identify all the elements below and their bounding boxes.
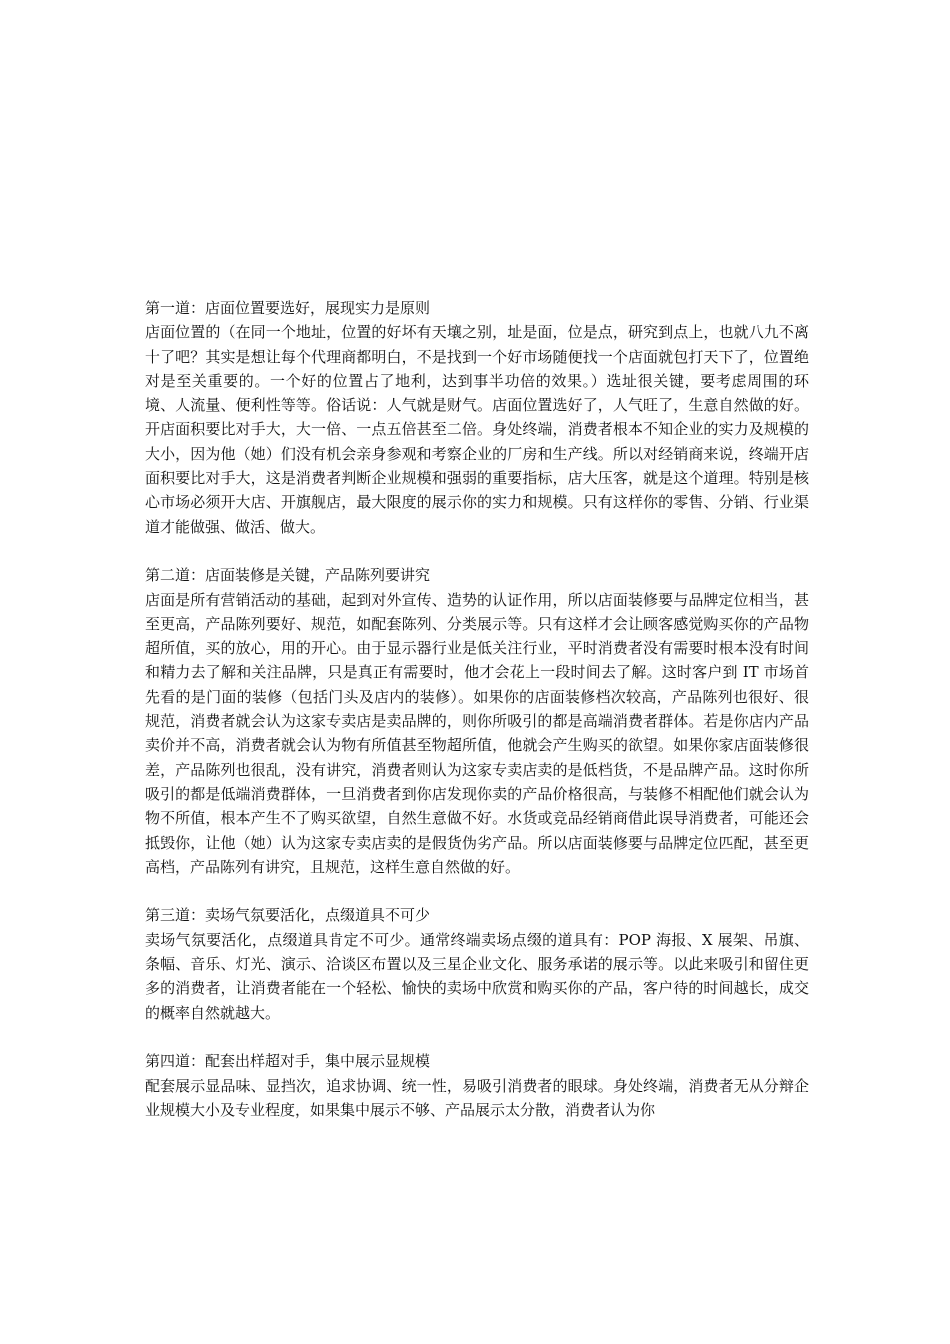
section-paragraph: 配套展示显品味、显挡次，追求协调、统一性，易吸引消费者的眼球。身处终端，消费者无从分辩企业规模大小及专业程度，如果集中展示不够、产品展示太分散，消费者认为你 bbox=[145, 1076, 809, 1119]
section-heading: 第一道：店面位置要选好，展现实力是原则 bbox=[145, 299, 431, 317]
section-heading: 第三道：卖场气氛要活化，点缀道具不可少 bbox=[145, 906, 431, 925]
section-heading: 第二道：店面装修是关键，产品陈列要讲究 bbox=[145, 566, 431, 585]
section-1 bbox=[145, 296, 809, 539]
section-heading: 第四道：配套出样超对手，集中展示显规模 bbox=[145, 1052, 431, 1071]
section-paragraph: 店面位置的（在同一个地址，位置的好坏有天壤之别，址是面，位是点，研究到点上，也就八九不离十了吧？其实是想让每个代理商都明白，不是找到一个好市场随便找一个店面就包打天下了，位置绝对是至关重要的。一个好的位置占了地利，达到事半功倍的效果。）选址很关键，要考虑周围的环境、人流量、便利性等等。俗话说：人气就是财气。店面位置选好了，人气旺了，生意自然做的好。开店面积要比对手大，大一倍、一点五倍甚至二倍。身处终端，消费者根本不知企业的实力及规模的大小，因为他（她）们没有机会亲身参观和考察企业的厂房和生产线。所以对经销商来说，终端开店面积要比对手大，这是消费者判断企业规模和强弱的重要指标，店大压客，就是这个道理。特别是核心市场必须开大店、开旗舰店，最大限度的展示你的实力和规模。只有这样你的零售、分销、行业渠道才能做强、做活、做大。 bbox=[145, 323, 809, 536]
section-4 bbox=[145, 1049, 809, 1122]
section-3 bbox=[145, 903, 809, 1024]
section-paragraph: 卖场气氛要活化，点缀道具肯定不可少。通常终端卖场点缀的道具有：POP 海报、X 展架、吊旗、条幅、音乐、灯光、演示、洽谈区布置以及三星企业文化、服务承诺的展示等。以此来吸引和留住更多的消费者，让消费者能在一个轻松、愉快的卖场中欣赏和购买你的产品，客户待的时间越长，成交的概率自然就越大。 bbox=[145, 930, 809, 1022]
section-paragraph: 店面是所有营销活动的基础，起到对外宣传、造势的认证作用，所以店面装修要与品牌定位相当，甚至更高，产品陈列要好、规范，如配套陈列、分类展示等。只有这样才会让顾客感觉购买你的产品物超所值，买的放心，用的开心。由于显示器行业是低关注行业，平时消费者没有需要时根本没有时间和精力去了解和关注品牌，只是真正有需要时，他才会花上一段时间去了解。这时客户到 IT 市场首先看的是门面的装修（包括门头及店内的装修）。如果你的店面装修档次较高，产品陈列也很好、很规范，消费者就会认为这家专卖店是卖品牌的，则你所吸引的都是高端消费者群体。若是你店内产品卖价并不高，消费者就会认为物有所值甚至物超所值，他就会产生购买的欲望。如果你家店面装修很差，产品陈列也很乱，没有讲究，消费者则认为这家专卖店卖的是低档货，不是品牌产品。这时你所吸引的都是低端消费群体，一旦消费者到你店发现你卖的产品价格很高，与装修不相配他们就会认为物不所值，根本产生不了购买欲望，自然生意做不好。水货或竞品经销商借此误导消费者，可能还会抵毁你，让他（她）认为这家专卖店卖的是假货伪劣产品。所以店面装修要与品牌定位匹配，甚至更高档，产品陈列有讲究，且规范，这样生意自然做的好。 bbox=[145, 590, 809, 876]
document-body bbox=[145, 296, 809, 1146]
section-2 bbox=[145, 563, 809, 879]
